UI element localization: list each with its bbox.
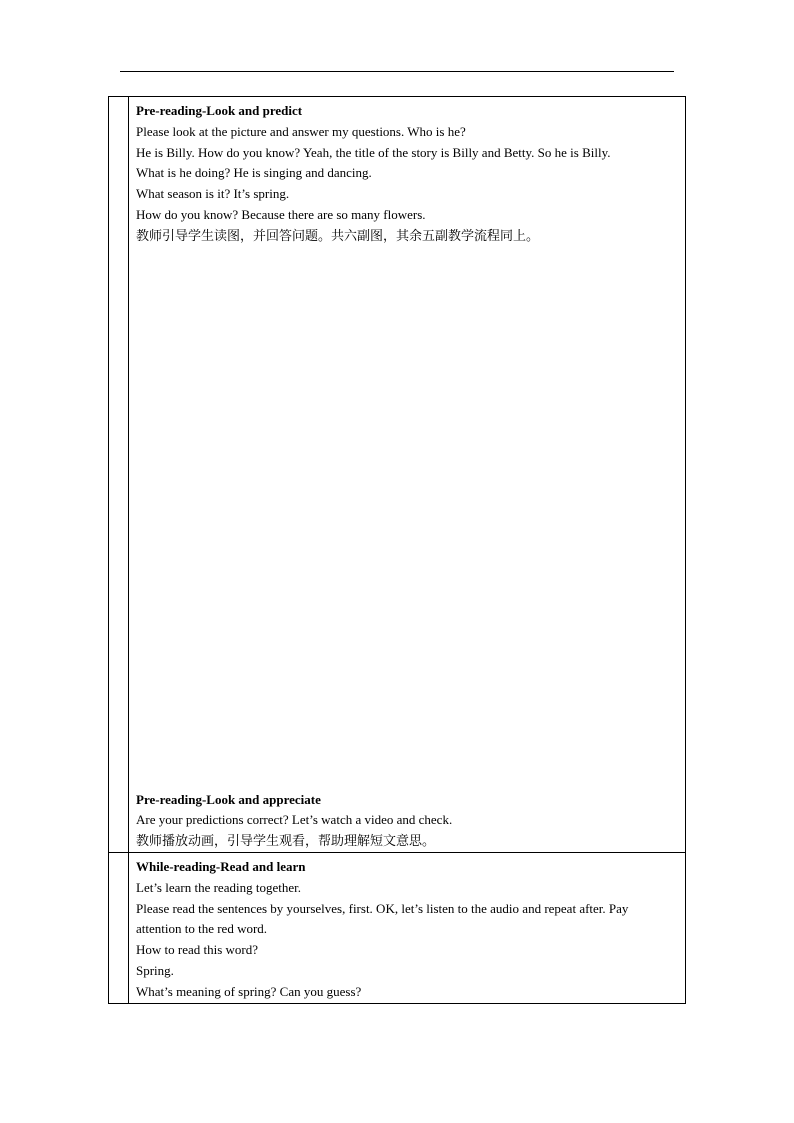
text-line: How to read this word? bbox=[136, 942, 259, 958]
image-placeholder-space bbox=[136, 247, 679, 790]
text-line: 教师播放动画，引导学生观看，帮助理解短文意思。 bbox=[136, 833, 436, 849]
cell-content bbox=[129, 97, 685, 852]
text-line: 教师引导学生读图，并回答问题。共六副图，其余五副教学流程同上。 bbox=[136, 227, 540, 243]
section-heading: Pre-reading-Look and appreciate bbox=[136, 791, 321, 807]
lesson-table bbox=[108, 96, 686, 1004]
section-heading: While-reading-Read and learn bbox=[136, 858, 306, 874]
table-row bbox=[109, 97, 686, 853]
text-line: What’s meaning of spring? Can you guess? bbox=[136, 983, 362, 999]
text-line: What is he doing? He is singing and dancing. bbox=[136, 165, 372, 181]
header-rule bbox=[120, 71, 674, 72]
text-line: Please look at the picture and answer my questions. Who is he? bbox=[136, 123, 466, 139]
text-line: attention to the red word. bbox=[136, 921, 268, 937]
text-line: What season is it? It’s spring. bbox=[136, 186, 290, 202]
content-cell bbox=[129, 97, 686, 853]
text-line: Let’s learn the reading together. bbox=[136, 879, 301, 895]
cell-content bbox=[129, 853, 685, 1003]
section-heading: Pre-reading-Look and predict bbox=[136, 103, 303, 118]
content-cell bbox=[129, 852, 686, 1003]
table-row bbox=[109, 852, 686, 1003]
text-line: Please read the sentences by yourselves, first. OK, let’s listen to the audio and repeat after. Pay bbox=[136, 900, 629, 916]
text-line: Spring. bbox=[136, 962, 174, 978]
text-line: Are your predictions correct? Let’s watch a video and check. bbox=[136, 812, 453, 828]
text-line: He is Billy. How do you know? Yeah, the title of the story is Billy and Betty. So he is Billy. bbox=[136, 144, 611, 160]
side-cell bbox=[109, 97, 129, 853]
text-line: How do you know? Because there are so many flowers. bbox=[136, 206, 426, 222]
side-cell bbox=[109, 852, 129, 1003]
